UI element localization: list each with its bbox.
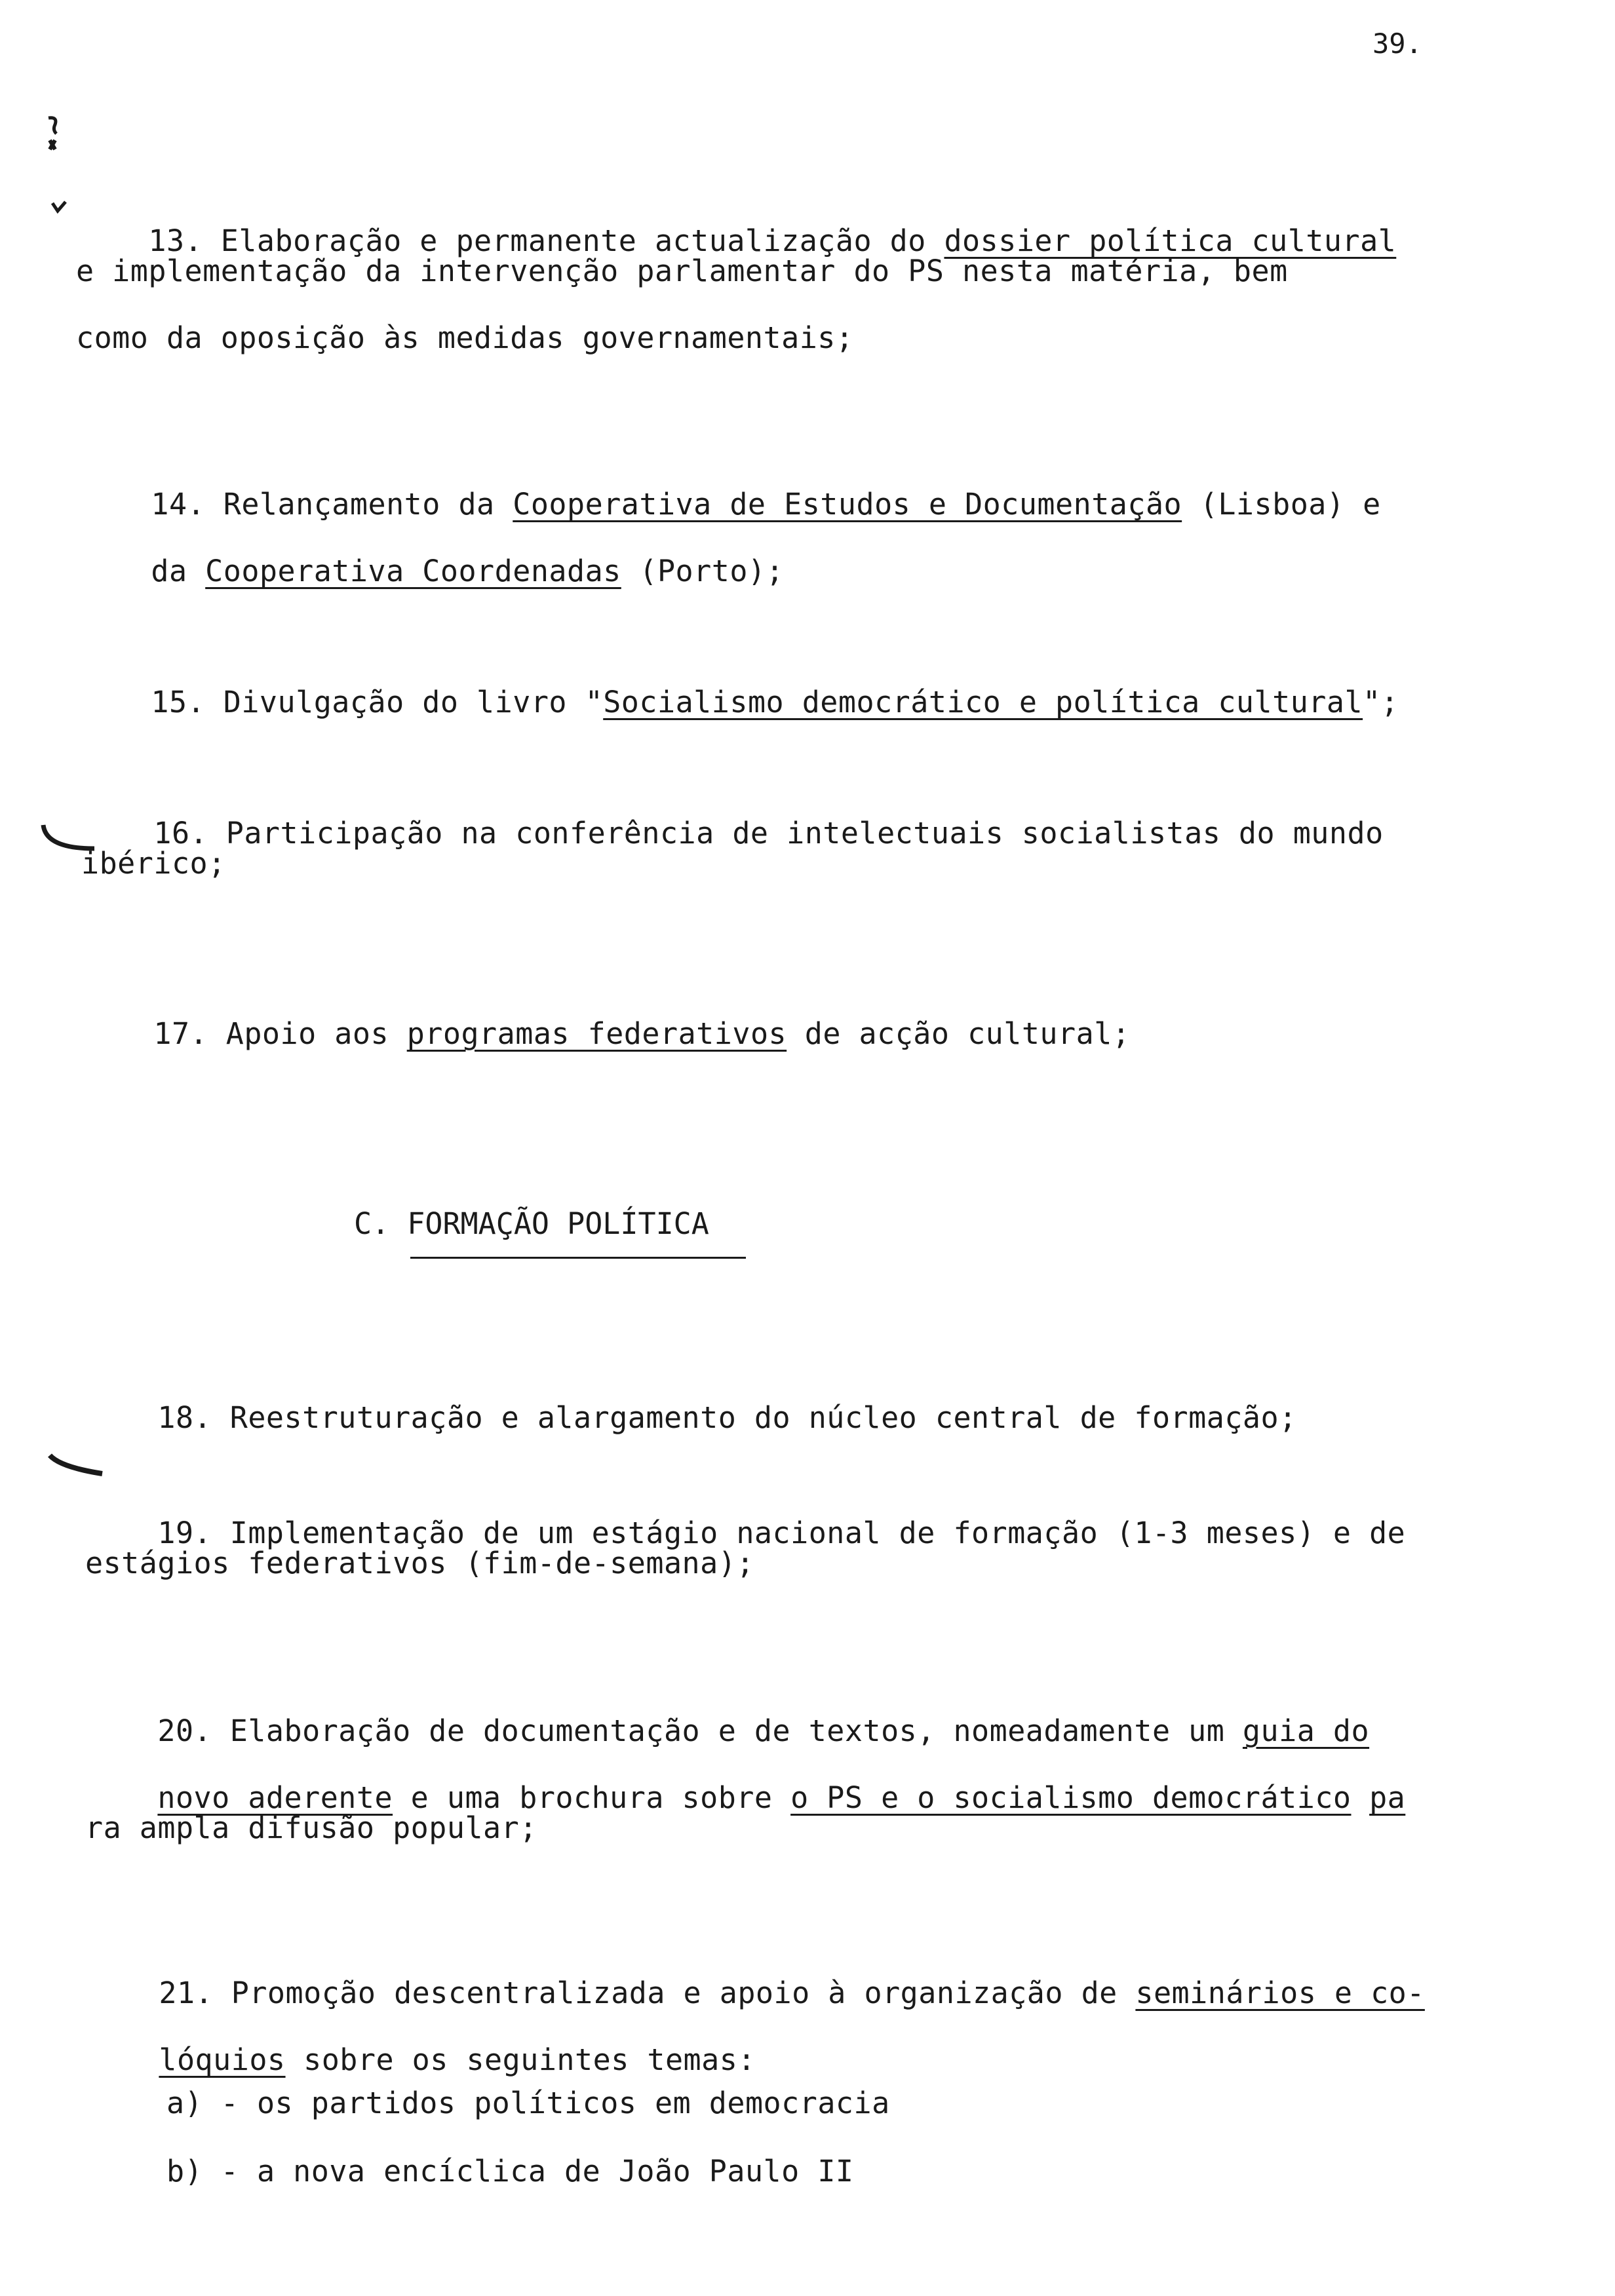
item-number: 18. <box>157 1400 212 1435</box>
underlined-term: novo aderente <box>157 1780 393 1815</box>
page-number: 39. <box>1372 28 1422 60</box>
item-20-line-1: 20. Elaboração de documentação e de textos, nomeadamente um guia do <box>157 1713 1370 1748</box>
item-number: 17. <box>153 1016 208 1051</box>
item-18-line-1: 18. Reestruturação e alargamento do núcleo central de formação; <box>157 1400 1297 1435</box>
underlined-title: Socialismo democrático e política cultural <box>603 685 1363 719</box>
item-13-line-1: 13. Elaboração e permanente actualização do dossier política cultural <box>148 223 1397 258</box>
item-13-line-2: e implementação da intervenção parlamentar do PS nesta matéria, bem <box>76 254 1288 288</box>
item-14-line-1: 14. Relançamento da Cooperativa de Estudos e Documentação (Lisboa) e <box>151 487 1381 522</box>
item-16-line-1: 16. Participação na conferência de intelectuais socialistas do mundo <box>153 816 1384 851</box>
item-21-sub-a: a) - os partidos políticos em democracia <box>166 2086 890 2120</box>
underlined-term: programas federativos <box>406 1016 787 1051</box>
underlined-term: seminários e co- <box>1135 1976 1425 2010</box>
item-20-line-3: ra ampla difusão popular; <box>85 1810 537 1845</box>
item-number: 14. <box>151 487 206 522</box>
underlined-term: Cooperativa Coordenadas <box>205 554 621 588</box>
item-21-line-1: 21. Promoção descentralizada e apoio à organização de seminários e co- <box>159 1976 1425 2010</box>
item-20-line-2: novo aderente e uma brochura sobre o PS e o socialismo democrático pa <box>157 1780 1406 1815</box>
section-heading: C. FORMAÇÃO POLÍTICA <box>354 1206 709 1241</box>
handwritten-mark-top <box>41 111 67 157</box>
item-14-line-2: da Cooperativa Coordenadas (Porto); <box>151 554 785 588</box>
item-21-sub-b: b) - a nova encíclica de João Paulo II <box>166 2154 854 2189</box>
underlined-term: o PS e o socialismo democrático <box>790 1780 1352 1815</box>
handwritten-tick-13 <box>49 197 72 220</box>
item-number: 21. <box>159 1976 214 2010</box>
item-17-line-1: 17. Apoio aos programas federativos de acção cultural; <box>153 1016 1131 1051</box>
item-16-line-2: ibérico; <box>81 846 226 881</box>
item-number: 15. <box>151 685 206 719</box>
item-19-line-1: 19. Implementação de um estágio nacional de formação (1-3 meses) e de <box>157 1516 1406 1550</box>
item-number: 19. <box>157 1516 212 1550</box>
item-number: 20. <box>157 1713 212 1748</box>
underlined-term: Cooperativa de Estudos e Documentação <box>513 487 1182 522</box>
section-heading-underline <box>410 1257 746 1259</box>
item-13-line-3: como da oposição às medidas governamentais; <box>76 320 854 355</box>
underlined-term: lóquios <box>159 2042 286 2077</box>
item-19-line-2: estágios federativos (fim-de-semana); <box>85 1546 754 1580</box>
underlined-term: pa <box>1369 1780 1406 1815</box>
item-21-line-2: lóquios sobre os seguintes temas: <box>159 2042 756 2077</box>
item-15-line-1: 15. Divulgação do livro "Socialismo democrático e política cultural"; <box>151 685 1399 719</box>
item-number: 13. <box>148 223 203 258</box>
underlined-term: guia do <box>1242 1713 1370 1748</box>
underlined-term: dossier política cultural <box>944 223 1397 258</box>
item-number: 16. <box>153 816 208 851</box>
